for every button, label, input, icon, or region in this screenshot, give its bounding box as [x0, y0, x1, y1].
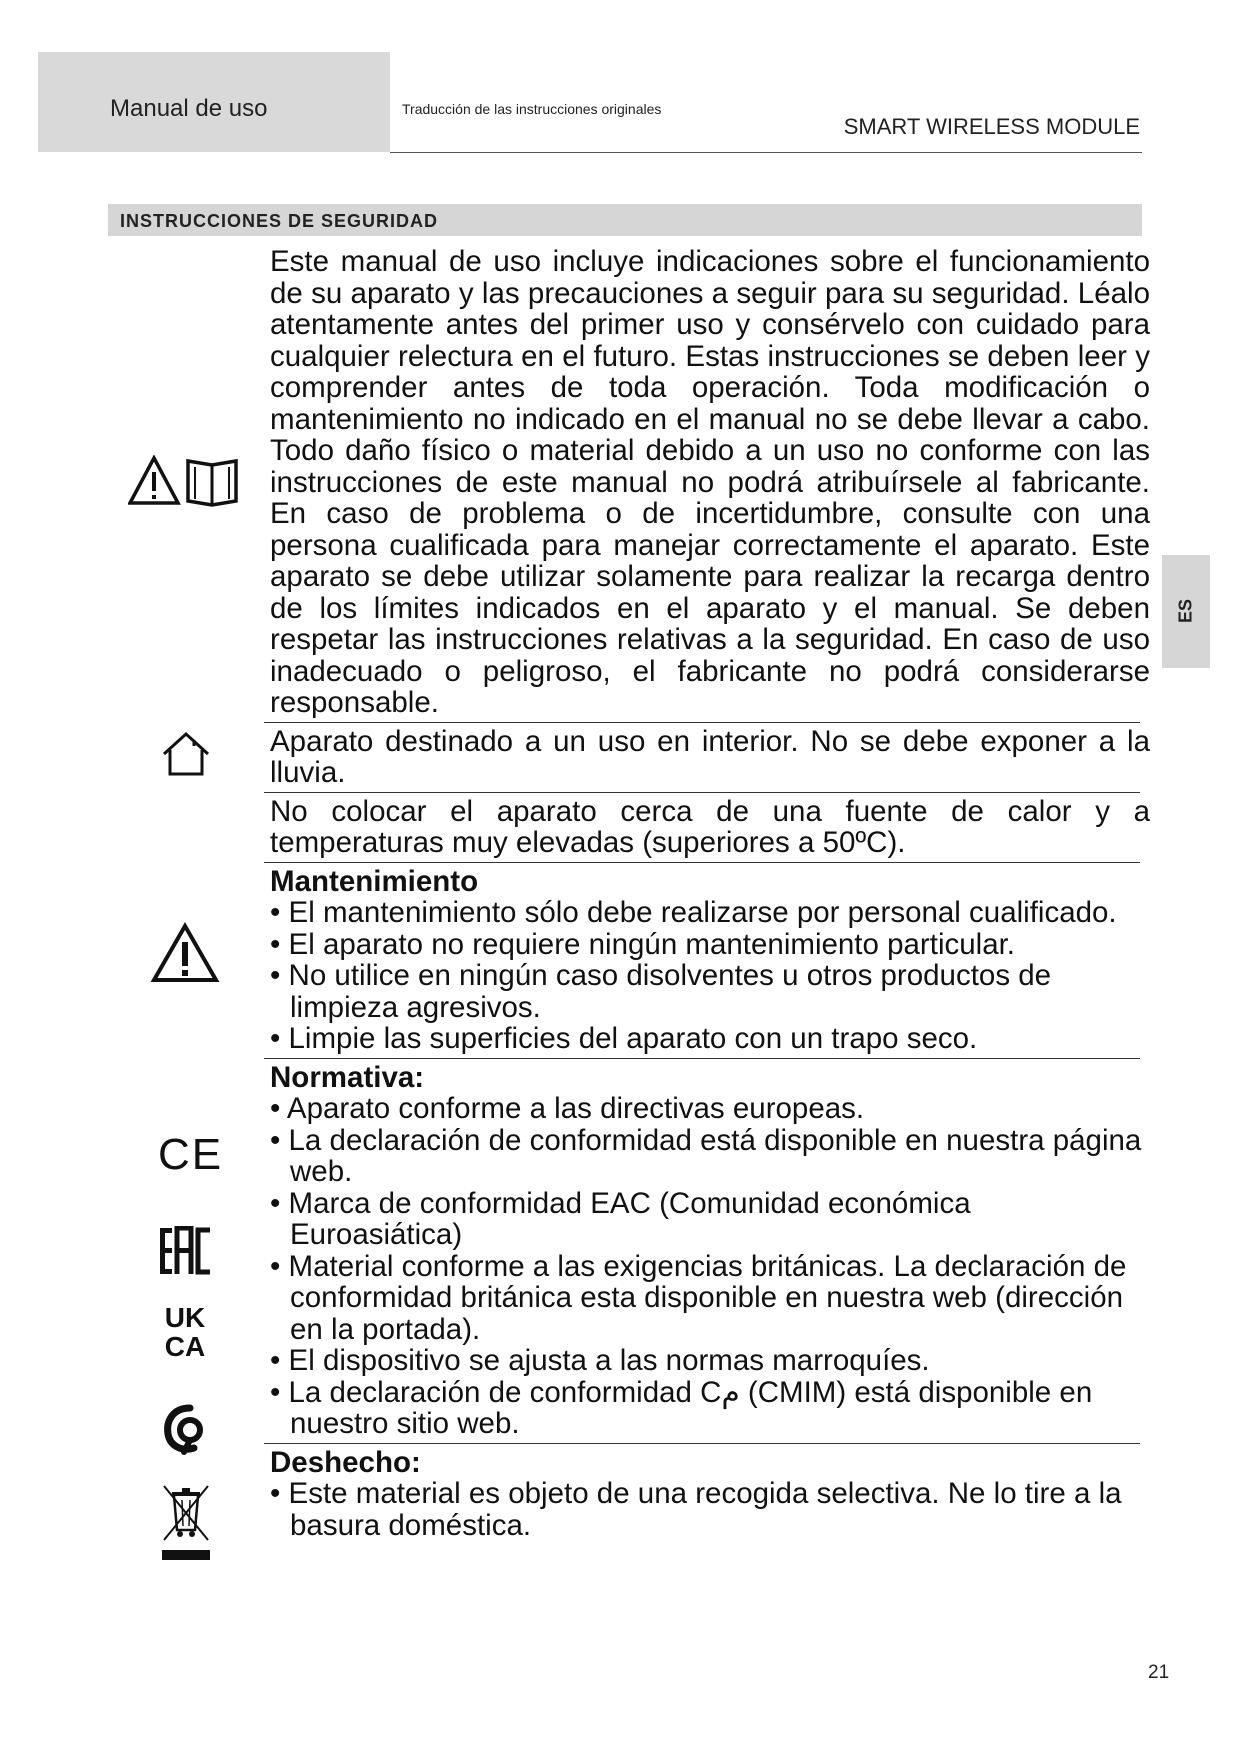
warning-icon	[150, 922, 220, 984]
section-title: INSTRUCCIONES DE SEGURIDAD	[120, 211, 439, 231]
header-manual-box	[38, 52, 390, 152]
ukca-mark-icon	[158, 1302, 212, 1360]
divider	[264, 792, 1140, 793]
house-icon	[160, 730, 212, 778]
manual-label: Manual de uso	[110, 95, 268, 122]
warning-and-manual-icon	[128, 455, 246, 507]
header-product-name: SMART WIRELESS MODULE	[843, 114, 1140, 139]
divider	[264, 722, 1140, 723]
header-subtitle: Traducción de las instrucciones originales	[402, 101, 662, 117]
regulations-title: Normativa:	[270, 1060, 425, 1094]
maintenance-block	[270, 866, 1150, 1057]
maintenance-item: • No utilice en ningún caso disolventes u otros productos de limpieza agresivos.	[270, 959, 1052, 1024]
page-number: 21	[1148, 1662, 1170, 1683]
maintenance-item: • Limpie las superficies del aparato con un trapo seco.	[270, 1022, 978, 1055]
ukca-mark-ca: CA	[164, 1331, 206, 1360]
cmim-mark-icon	[160, 1400, 210, 1456]
crossed-bin-icon	[158, 1482, 214, 1564]
section-title-bar	[108, 204, 1142, 236]
regulations-item: • La declaración de conformidad está disponible en nuestra página web.	[270, 1123, 1142, 1188]
regulations-block	[270, 1062, 1150, 1442]
language-tab	[1162, 555, 1210, 668]
disposal-title: Deshecho:	[270, 1445, 421, 1479]
disposal-item: • Este material es objeto de una recogida selectiva. Ne lo tire a la basura doméstica.	[270, 1477, 1122, 1542]
heat-block	[270, 796, 1150, 861]
heat-paragraph: No colocar el aparato cerca de una fuente de calor y a temperaturas muy elevadas (superiores a 50ºC).	[270, 794, 1150, 859]
maintenance-item: • El aparato no requiere ningún mantenimiento particular.	[270, 927, 1016, 961]
maintenance-item: • El mantenimiento sólo debe realizarse por personal cualificado.	[270, 896, 1117, 929]
regulations-item: • Material conforme a las exigencias británicas. La declaración de conformidad británica esta disponible en nuestra web (dirección en la portada).	[270, 1249, 1127, 1346]
divider	[264, 1443, 1140, 1444]
eac-mark-text: EAC	[158, 1226, 161, 1227]
regulations-item: • Aparato conforme a las directivas europeas.	[270, 1092, 865, 1125]
regulations-item: • El dispositivo se ajusta a las normas marroquíes.	[270, 1344, 930, 1377]
intro-paragraph: Este manual de uso incluye indicaciones sobre el funcionamiento de su aparato y las precauciones a seguir para su seguridad. Léalo atentamente antes del primer uso y consérvelo con cuidado para cualquier relectura en el futuro. Estas instrucciones se deben leer y comprender antes de toda operación. Toda modificación o mantenimiento no indicado en el manual no se debe llevar a cabo. Todo daño físico o material debido a un uso no conforme con las instrucciones de este manual no podrá atribuírsele al fabricante. En caso de problema o de incertidumbre, consulte con una persona cualificada para manejar correctamente el aparato. Este aparato se debe utilizar solamente para realizar la recarga dentro de los límites indicados en el aparato y el manual. Se deben respetar las instrucciones relativas a la seguridad. En caso de uso inadecuado o peligroso, el fabricante no podrá considerarse responsable.	[270, 245, 1150, 719]
maintenance-title: Mantenimiento	[270, 864, 479, 898]
divider	[264, 1058, 1140, 1059]
indoor-paragraph: Aparato destinado a un uso en interior. No se debe exponer a la lluvia.	[270, 724, 1150, 789]
regulations-item: • La declaración de conformidad Cم (CMIM) está disponible en nuestro sitio web.	[270, 1375, 1093, 1440]
eac-mark-icon	[158, 1226, 212, 1276]
language-tab-label: ES	[1175, 598, 1196, 624]
safety-content	[270, 246, 1150, 1543]
indoor-block	[270, 726, 1150, 791]
disposal-block	[270, 1447, 1150, 1544]
ukca-mark-uk: UK	[164, 1302, 206, 1333]
intro-block	[270, 246, 1150, 721]
header-divider	[390, 152, 1142, 153]
regulations-item: • Marca de conformidad EAC (Comunidad económica Euroasiática)	[270, 1186, 971, 1251]
ce-mark-icon: CE	[158, 1130, 224, 1179]
divider	[264, 862, 1140, 863]
